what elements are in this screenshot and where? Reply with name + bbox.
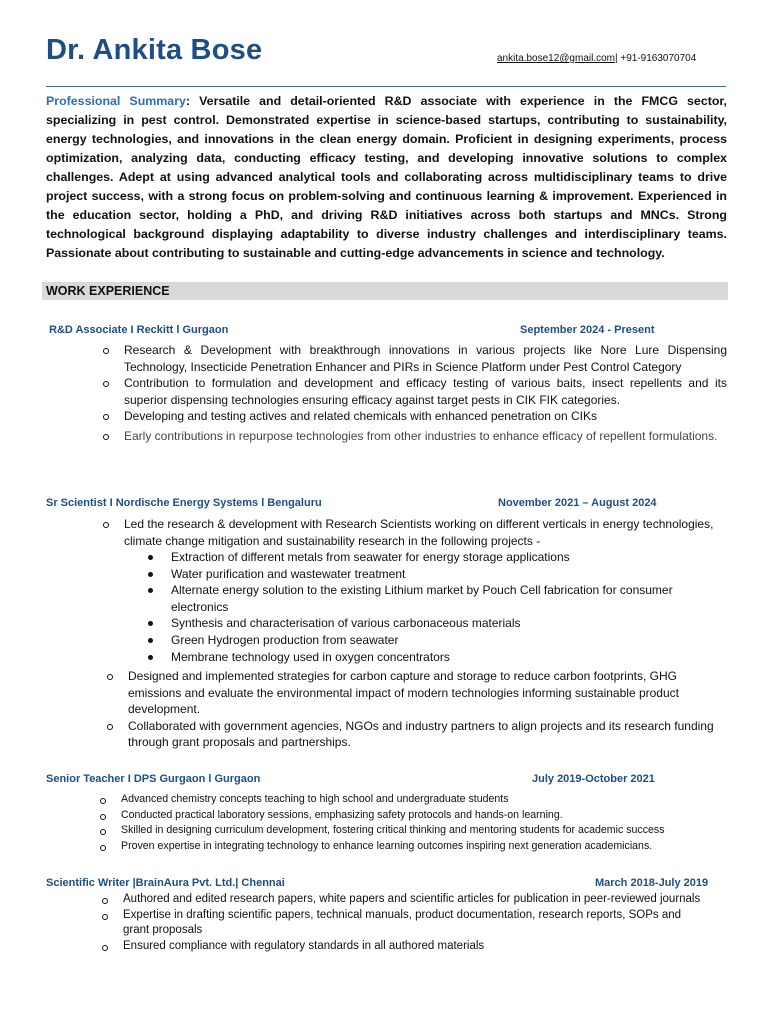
candidate-name: Dr. Ankita Bose [46,34,263,66]
list-item: Expertise in drafting scientific papers, technical manuals, product documentation, research reports, SOPs and grant proposals [123,908,683,939]
list-item: Advanced chemistry concepts teaching to high school and undergraduate students [121,792,727,808]
summary-label: Professional Summary [46,94,186,108]
job-dates-reckitt: September 2024 - Present [520,324,655,336]
list-item: Alternate energy solution to the existing Lithium market by Pouch Cell fabrication for consumer electronics [171,582,727,615]
list-item: Proven expertise in integrating technology to enhance learning outcomes inspiring next generation academicians. [121,839,727,855]
job-bullets-nordische-intro [124,516,727,549]
list-item: Synthesis and characterisation of various carbonaceous materials [171,615,727,632]
list-item: Research & Development with breakthrough innovations in various projects like Nore Lure Dispensing Technology, Insecticide Penetration Enhancer and PIRs in Science Platform under Pest Control Category [124,343,727,374]
job-bullets-brainaura [123,892,709,954]
list-item: Early contributions in repurpose technologies from other industries to enhance efficacy of repellent formulations. [124,428,727,445]
list-item: Ensured compliance with regulatory standards in all authored materials [123,939,709,955]
summary-text: : Versatile and detail-oriented R&D associate with experience in the FMCG sector, specializing in pest control. Demonstrated expertise in science-based startups, contributing to sustainability, energy technologies, and innovations in the clean energy domain. Proficient in designing experiments, process optimization, analyzing data, conducting efficacy testing, and developing innovative solutions to complex challenges. Adept at using advanced analytical tools and collaborating across multidisciplinary teams to drive project success, with a strong focus on problem-solving and continuous learning & improvement. Experienced in the education sector, holding a PhD, and driving R&D initiatives across both startups and MNCs. Strong technological background displaying adaptability to diverse industry challenges and interdisciplinary teams. Passionate about contributing to sustainable and cutting-edge advancements in science and technology. [46,94,727,260]
job-bullets-nordische [128,668,727,751]
work-experience-heading: WORK EXPERIENCE [42,282,728,300]
list-item: Skilled in designing curriculum development, fostering critical thinking and mentoring students for academic success [121,823,727,839]
email-link[interactable]: ankita.bose12@gmail.com| [497,53,618,64]
list-item: Developing and testing actives and related chemicals with enhanced penetration on CIKs [124,408,727,425]
job-dates-nordische: November 2021 – August 2024 [498,497,657,509]
job-dates-dps: July 2019-October 2021 [532,773,655,785]
list-item: Contribution to formulation and development and efficacy testing of various baits, insect repellents and its superior dispensing technologies ensuring efficacy against target pests in CIK FIK categories. [124,376,727,407]
phone-number: +91-9163070704 [617,53,697,64]
job-title-reckitt: R&D Associate I Reckitt l Gurgaon [49,324,229,336]
list-item: Conducted practical laboratory sessions, emphasizing safety protocols and hands-on learning. [121,808,727,824]
job-title-nordische: Sr Scientist I Nordische Energy Systems l Bengaluru [46,497,322,509]
job-bullets-dps [121,792,727,854]
job-title-dps: Senior Teacher I DPS Gurgaon l Gurgaon [46,773,261,785]
project-list-nordische [171,549,727,665]
list-item: Extraction of different metals from seawater for energy storage applications [171,549,727,566]
list-item: Authored and edited research papers, white papers and scientific articles for publication in peer-reviewed journals [123,892,709,908]
job-dates-brainaura: March 2018-July 2019 [595,877,709,889]
list-item: Water purification and wastewater treatment [171,566,727,583]
job-title-brainaura: Scientific Writer |BrainAura Pvt. Ltd.| Chennai [46,877,285,889]
header-divider [46,86,726,87]
list-item: Designed and implemented strategies for carbon capture and storage to reduce carbon footprints, GHG emissions and evaluate the environmental impact of modern technologies informing sustainable product development. [128,668,727,718]
list-item: Membrane technology used in oxygen concentrators [171,649,727,666]
contact-info [497,53,696,64]
list-item: Collaborated with government agencies, NGOs and industry partners to align projects and its research funding through grant proposals and partnerships. [128,718,727,751]
list-item: Green Hydrogen production from seawater [171,632,727,649]
professional-summary [46,92,727,263]
job-bullets-reckitt [124,342,727,445]
list-item: Led the research & development with Research Scientists working on different verticals in energy technologies, climate change mitigation and sustainability research in the following projects - [124,516,727,549]
